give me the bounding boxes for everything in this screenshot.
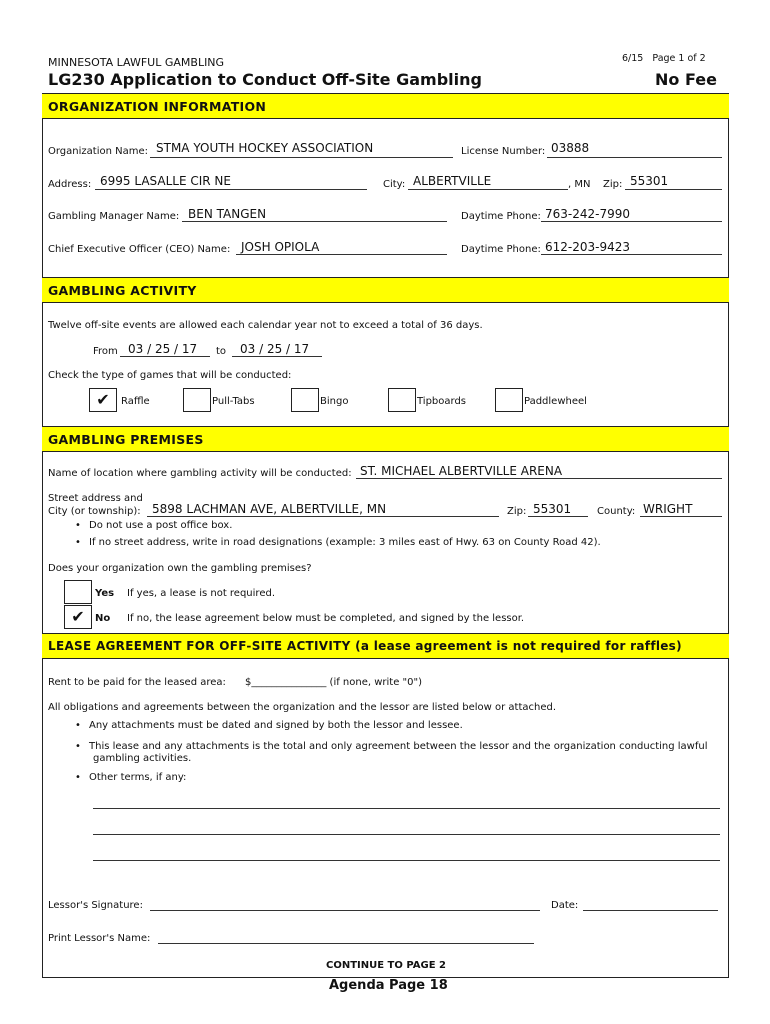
manager-phone-line — [541, 221, 722, 222]
activity-note: Twelve off-site events are allowed each calendar year not to exceed a total of 36 days. — [48, 320, 483, 331]
license-number-field[interactable]: 03888 — [551, 141, 590, 155]
city-field[interactable]: ALBERTVILLE — [413, 174, 492, 188]
section-premises-heading: GAMBLING PREMISES — [42, 426, 729, 452]
ceo-phone-line — [541, 254, 722, 255]
license-number-label: License Number: — [461, 146, 546, 157]
print-lessor-name-label: Print Lessor's Name: — [48, 933, 151, 944]
manager-phone-label: Daytime Phone: — [461, 211, 541, 222]
lease-bullet-2-continued: gambling activities. — [93, 753, 192, 764]
lease-bullet-2: • This lease and any attachments is the total and only agreement between the lessor and the organization conducting lawful — [75, 741, 708, 752]
premises-zip-label: Zip: — [507, 506, 527, 517]
section-lease-heading: LEASE AGREEMENT FOR OFF-SITE ACTIVITY (a lease agreement is not required for raffles) — [42, 633, 729, 659]
own-premises-question: Does your organization own the gambling premises? — [48, 563, 312, 574]
lessor-signature-label: Lessor's Signature: — [48, 900, 143, 911]
bingo-checkbox[interactable] — [291, 388, 319, 412]
paddlewheel-label: Paddlewheel — [524, 396, 587, 407]
manager-name-label: Gambling Manager Name: — [48, 211, 180, 222]
owns-no-checkbox[interactable]: ✔ — [64, 605, 92, 629]
zip-label: Zip: — [603, 179, 623, 190]
ceo-name-field[interactable]: JOSH OPIOLA — [241, 240, 320, 254]
paddlewheel-checkbox[interactable] — [495, 388, 523, 412]
lease-bullet-1-text: Any attachments must be dated and signed by both the lessor and lessee. — [89, 720, 463, 731]
owns-no-note: If no, the lease agreement below must be completed, and signed by the lessor. — [127, 613, 525, 624]
revision-date: 6/15 — [622, 53, 644, 64]
premises-bullet-1: • Do not use a post office box. — [75, 520, 233, 531]
page-number: Page 1 of 2 — [652, 53, 706, 64]
from-label: From — [93, 346, 118, 357]
premises-bullet-1-text: Do not use a post office box. — [89, 520, 233, 531]
other-terms-line-2[interactable] — [93, 834, 720, 835]
lease-bullet-2-text: This lease and any attachments is the total and only agreement between the lessor and the organization conducting lawful — [89, 741, 708, 752]
form-revision — [622, 53, 706, 64]
state-label: , MN — [568, 179, 591, 190]
zip-field[interactable]: 55301 — [630, 174, 669, 188]
print-lessor-name-line[interactable] — [158, 943, 534, 944]
owns-yes-label: Yes — [95, 588, 115, 599]
ceo-name-label: Chief Executive Officer (CEO) Name: — [48, 244, 231, 255]
other-terms-line-3[interactable] — [93, 860, 720, 861]
street-label-line1: Street address and — [48, 493, 143, 504]
tipboards-checkbox[interactable] — [388, 388, 416, 412]
county-field[interactable]: WRIGHT — [643, 502, 693, 516]
org-name-field[interactable]: STMA YOUTH HOCKEY ASSOCIATION — [156, 141, 374, 155]
address-label: Address: — [48, 179, 92, 190]
lease-date-line[interactable] — [583, 910, 718, 911]
address-field[interactable]: 6995 LASALLE CIR NE — [100, 174, 231, 188]
section-organization-heading: ORGANIZATION INFORMATION — [42, 93, 729, 119]
lease-date-label: Date: — [551, 900, 579, 911]
ceo-name-line — [236, 254, 447, 255]
manager-phone-field[interactable]: 763-242-7990 — [545, 207, 631, 221]
bingo-label: Bingo — [320, 396, 349, 407]
to-date-field[interactable]: 03 / 25 / 17 — [240, 342, 310, 356]
raffle-checkbox[interactable]: ✔ — [89, 388, 117, 412]
from-date-line — [120, 356, 210, 357]
street-field[interactable]: 5898 LACHMAN AVE, ALBERTVILLE, MN — [152, 502, 387, 516]
lessor-signature-line[interactable] — [150, 910, 540, 911]
lease-bullet-1: • Any attachments must be dated and signed by both the lessor and lessee. — [75, 720, 463, 731]
section-activity-heading: GAMBLING ACTIVITY — [42, 277, 729, 303]
license-number-line — [547, 157, 722, 158]
continue-note: CONTINUE TO PAGE 2 — [326, 960, 446, 971]
other-terms-line-1[interactable] — [93, 808, 720, 809]
address-line — [95, 189, 367, 190]
rent-field[interactable]: $_______________ (if none, write "0") — [245, 677, 423, 688]
county-label: County: — [597, 506, 636, 517]
location-label: Name of location where gambling activity will be conducted: — [48, 468, 352, 479]
to-label: to — [216, 346, 227, 357]
premises-bullet-2: • If no street address, write in road designations (example: 3 miles east of Hwy. 63 on County Road 42). — [75, 537, 601, 548]
games-label: Check the type of games that will be conducted: — [48, 370, 292, 381]
form-frame — [42, 93, 729, 978]
obligations-text: All obligations and agreements between the organization and the lessor are listed below or attached. — [48, 702, 557, 713]
agency-name: MINNESOTA LAWFUL GAMBLING — [48, 56, 225, 69]
manager-name-field[interactable]: BEN TANGEN — [188, 207, 267, 221]
county-line — [640, 516, 722, 517]
tipboards-label: Tipboards — [417, 396, 467, 407]
to-date-line — [232, 356, 322, 357]
ceo-phone-label: Daytime Phone: — [461, 244, 541, 255]
pull-tabs-checkbox[interactable] — [183, 388, 211, 412]
pull-tabs-label: Pull-Tabs — [212, 396, 255, 407]
fee-label: No Fee — [655, 70, 717, 89]
premises-bullet-2-text: If no street address, write in road designations (example: 3 miles east of Hwy. 63 on County Road 42). — [89, 537, 601, 548]
street-line — [147, 516, 499, 517]
lease-bullet-3: • Other terms, if any: — [75, 772, 187, 783]
rent-label: Rent to be paid for the leased area: — [48, 677, 226, 688]
owns-yes-checkbox[interactable] — [64, 580, 92, 604]
org-name-label: Organization Name: — [48, 146, 148, 157]
page-title: LG230 Application to Conduct Off-Site Gambling — [48, 70, 482, 89]
zip-line — [625, 189, 722, 190]
agenda-page-label: Agenda Page 18 — [329, 978, 448, 993]
raffle-label: Raffle — [121, 396, 150, 407]
from-date-field[interactable]: 03 / 25 / 17 — [128, 342, 198, 356]
location-field[interactable]: ST. MICHAEL ALBERTVILLE ARENA — [360, 464, 563, 478]
city-label: City: — [383, 179, 406, 190]
ceo-phone-field[interactable]: 612-203-9423 — [545, 240, 631, 254]
city-line — [408, 189, 568, 190]
location-line — [356, 478, 722, 479]
premises-zip-line — [528, 516, 588, 517]
premises-zip-field[interactable]: 55301 — [533, 502, 572, 516]
owns-no-label: No — [95, 613, 111, 624]
lease-bullet-3-text: Other terms, if any: — [89, 772, 187, 783]
owns-yes-note: If yes, a lease is not required. — [127, 588, 275, 599]
street-label-line2: City (or township): — [48, 506, 141, 517]
manager-name-line — [182, 221, 447, 222]
org-name-line — [150, 157, 453, 158]
